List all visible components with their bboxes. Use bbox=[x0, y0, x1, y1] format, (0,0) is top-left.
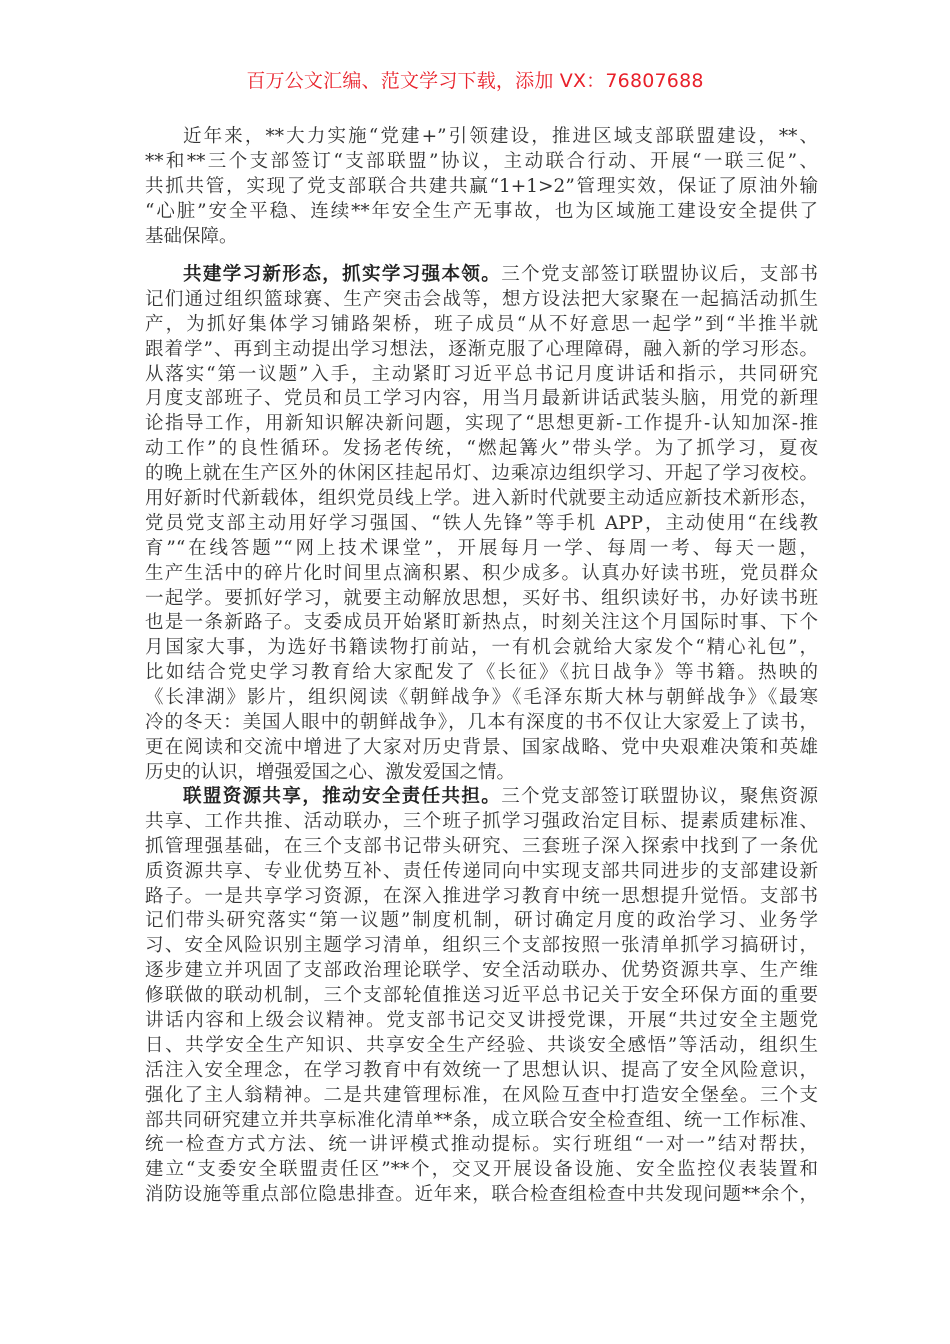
paragraph-lead-heading: 联盟资源共享，推动安全责任共担。 bbox=[183, 786, 502, 807]
text-line-content: 共享、工作共推、活动联办，三个班子抓学习强政治定目标、提素质建标准、 bbox=[145, 810, 818, 832]
text-line-content: 历史的认识，增强爱国之心、激发爱国之情。 bbox=[145, 761, 516, 783]
text-line bbox=[145, 587, 818, 612]
text-line-content: 路子。一是共享学习资源，在深入推进学习教育中统一思想提升觉悟。支部书 bbox=[145, 885, 818, 907]
text-line-content: 习、安全风险识别主题学习清单，组织三个支部按照一张清单抓学习搞研讨， bbox=[145, 935, 818, 957]
text-line-content: 记们带头研究落实“第一议题”制度机制，研讨确定月度的政治学习、业务学 bbox=[145, 910, 818, 932]
text-line bbox=[145, 313, 818, 338]
text-line bbox=[145, 487, 818, 512]
text-line-content: 月度支部班子、党员和员工学习内容，用当月最新讲话武装头脑，用党的新理 bbox=[145, 388, 818, 410]
text-line-content: 动工作”的良性循环。发扬老传统，“燃起篝火”带头学。为了抓学习，夏夜 bbox=[145, 438, 818, 460]
paragraph-resources bbox=[145, 785, 818, 1208]
text-line-content: “心脏”安全平稳、连续**年安全生产无事故，也为区域施工建设安全提供了 bbox=[145, 200, 818, 222]
text-line-content: 近年来，**大力实施“党建+”引领建设，推进区域支部联盟建设，**、 bbox=[183, 126, 818, 147]
text-line bbox=[145, 412, 818, 437]
watermark-banner: 百万公文汇编、范文学习下载，添加 VX：76807688 bbox=[246, 70, 704, 92]
text-line bbox=[145, 200, 818, 225]
text-line bbox=[145, 860, 818, 885]
text-line-content: 统一检查方式方法、统一讲评模式推动提标。实行班组“一对一”结对帮扶， bbox=[145, 1134, 818, 1156]
text-line-content: 日、共学安全生产知识、共享安全生产经验、共谈安全感悟”等活动，组织生 bbox=[145, 1034, 818, 1056]
text-line-content: 共抓共管，实现了党支部联合共建共赢“1+1>2”管理实效，保证了原油外输 bbox=[145, 175, 818, 197]
text-line-content: 的晚上就在生产区外的休闲区挂起吊灯、边乘凉边组织学习、开起了学习夜校。 bbox=[145, 463, 818, 485]
text-line bbox=[145, 959, 818, 984]
text-line-content: 记们通过组织篮球赛、生产突击会战等，想方设法把大家聚在一起搞活动抓生 bbox=[145, 288, 818, 310]
text-line bbox=[145, 263, 818, 288]
text-line bbox=[145, 661, 818, 686]
text-line bbox=[145, 338, 818, 363]
text-line bbox=[145, 785, 818, 810]
text-line-content: 质资源共享、专业优势互补、责任传递同向中实现支部共同进步的支部建设新 bbox=[145, 860, 818, 882]
text-line bbox=[145, 636, 818, 661]
text-line bbox=[145, 387, 818, 412]
text-line bbox=[145, 462, 818, 487]
text-line-content: 更在阅读和交流中增进了大家对历史背景、国家战略、党中央艰难决策和英雄 bbox=[145, 736, 818, 758]
text-line bbox=[145, 1133, 818, 1158]
text-line-content: 论指导工作，用新知识解决新问题，实现了“思想更新-工作提升-认知加深-推 bbox=[145, 413, 818, 435]
text-line-content: 一起学。要抓好学习，就要主动解放思想，买好书、组织读好书，办好读书班 bbox=[145, 587, 818, 609]
text-line bbox=[145, 984, 818, 1009]
text-line-content: 强化了主人翁精神。二是共建管理标准，在风险互查中打造安全堡垒。三个支 bbox=[145, 1084, 818, 1106]
text-line bbox=[145, 611, 818, 636]
paragraph-lead-heading: 共建学习新形态，抓实学习强本领。 bbox=[183, 264, 502, 285]
text-line bbox=[145, 562, 818, 587]
text-line bbox=[145, 1034, 818, 1059]
text-line-content: 也是一条新路子。支委成员开始紧盯新热点，时刻关注这个月国际时事、下个 bbox=[145, 612, 818, 634]
text-line-content: 从落实“第一议题”入手，主动紧盯习近平总书记月度讲话和指示，共同研究 bbox=[145, 363, 818, 385]
text-line-content: **和**三个支部签订“支部联盟”协议，主动联合行动、开展“一联三促”、 bbox=[145, 150, 818, 172]
text-line-content: 三个党支部签订联盟协议后，支部书 bbox=[501, 264, 818, 285]
text-line bbox=[145, 288, 818, 313]
text-line bbox=[145, 1084, 818, 1109]
paragraph-intro bbox=[145, 125, 818, 249]
text-line bbox=[145, 1059, 818, 1084]
text-line-content: 跟着学”、再到主动提出学习想法，逐渐克服了心理障碍，融入新的学习形态。 bbox=[145, 338, 818, 360]
text-line bbox=[145, 934, 818, 959]
text-line bbox=[145, 363, 818, 388]
text-line bbox=[145, 537, 818, 562]
text-line bbox=[145, 1158, 818, 1183]
text-line bbox=[145, 175, 818, 200]
text-line-content: 消防设施等重点部位隐患排查。近年来，联合检查组检查中共发现问题**余个， bbox=[145, 1184, 818, 1206]
text-line-content: 部共同研究建立并共享标准化清单**条，成立联合安全检查组、统一工作标准、 bbox=[145, 1109, 818, 1131]
text-line-content: 《长津湖》影片，组织阅读《朝鲜战争》《毛泽东斯大林与朝鲜战争》《最寒 bbox=[145, 687, 818, 709]
text-line-content: 活注入安全理念，在学习教育中有效统一了思想认识、提高了安全风险意识， bbox=[145, 1059, 818, 1081]
text-line bbox=[145, 810, 818, 835]
text-line-content: 修联做的联动机制，三个支部轮值推送习近平总书记关于安全环保方面的重要 bbox=[145, 985, 818, 1007]
text-line bbox=[145, 437, 818, 462]
text-line-content: 建立“支委安全联盟责任区”**个，交叉开展设备设施、安全监控仪表装置和 bbox=[145, 1159, 818, 1181]
text-line bbox=[145, 686, 818, 711]
text-line bbox=[145, 1109, 818, 1134]
text-line-content: 讲话内容和上级会议精神。党支部书记交叉讲授党课，开展“共过安全主题党 bbox=[145, 1010, 818, 1032]
text-line-content: 用好新时代新载体，组织党员线上学。进入新时代就要主动适应新技术新形态， bbox=[145, 488, 818, 510]
text-line bbox=[145, 835, 818, 860]
text-line bbox=[145, 225, 818, 250]
text-line-content: 基础保障。 bbox=[145, 225, 238, 247]
text-line-content: 三个党支部签订联盟协议，聚焦资源 bbox=[501, 786, 818, 807]
text-line bbox=[145, 885, 818, 910]
text-line-content: 冷的冬天：美国人眼中的朝鲜战争》，几本有深度的书不仅让大家爱上了读书， bbox=[145, 712, 818, 734]
text-line bbox=[145, 761, 818, 786]
text-line-content: 生产生活中的碎片化时间里点滴积累、积少成多。认真办好读书班，党员群众 bbox=[145, 562, 818, 584]
text-line-content: 逐步建立并巩固了支部政治理论联学、安全活动联办、优势资源共享、生产维 bbox=[145, 960, 818, 982]
text-line-content: 产，为抓好集体学习铺路架桥，班子成员“从不好意思一起学”到“半推半就 bbox=[145, 313, 818, 335]
text-line bbox=[145, 125, 818, 150]
text-line-content: 比如结合党史学习教育给大家配发了《长征》《抗日战争》等书籍。热映的 bbox=[145, 662, 818, 684]
text-line bbox=[145, 736, 818, 761]
text-line bbox=[145, 150, 818, 175]
text-line bbox=[145, 512, 818, 537]
text-line bbox=[145, 909, 818, 934]
paragraph-learning bbox=[145, 263, 818, 786]
text-line-content: 月国家大事，为选好书籍读物打前站，一有机会就给大家发个“精心礼包”， bbox=[145, 637, 818, 659]
text-line bbox=[145, 1009, 818, 1034]
text-line-content: 育”“在线答题”“网上技术课堂”，开展每月一学、每周一考、每天一题， bbox=[145, 537, 818, 559]
text-line-content: 抓管理强基础，在三个支部书记带头研究、三套班子深入探索中找到了一条优 bbox=[145, 835, 818, 857]
text-line bbox=[145, 1183, 818, 1208]
text-line-content: 党员党支部主动用好学习强国、“铁人先锋”等手机 APP，主动使用“在线教 bbox=[145, 512, 818, 534]
text-line bbox=[145, 711, 818, 736]
